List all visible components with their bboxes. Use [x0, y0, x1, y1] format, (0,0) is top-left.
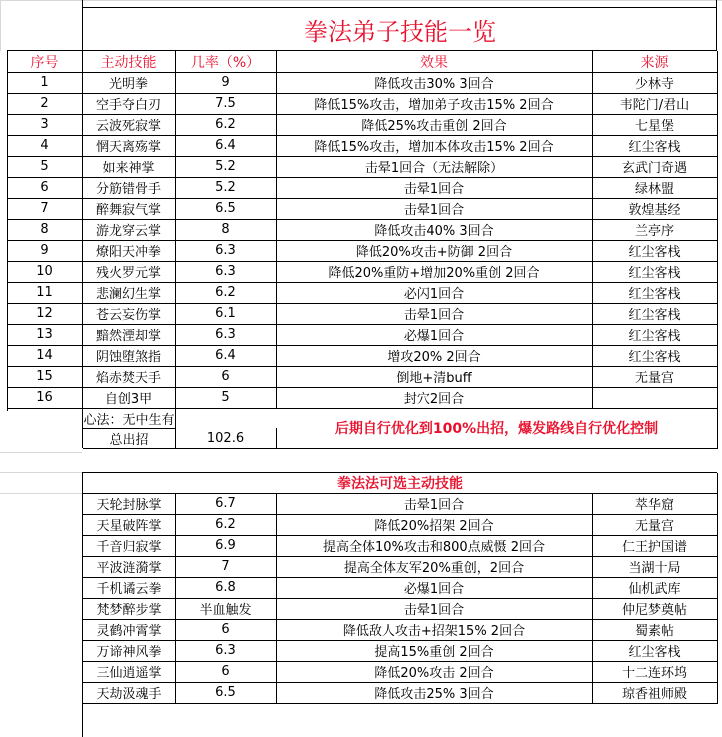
table-cell[interactable]: 必闪1回合 [276, 282, 593, 304]
column-header[interactable]: 主动技能 [82, 51, 176, 73]
table-cell[interactable]: 4 [7, 135, 83, 157]
table-cell[interactable]: 残火罗元掌 [82, 261, 176, 283]
table-cell[interactable]: 6.5 [175, 198, 277, 220]
table-cell[interactable]: 红尘客栈 [592, 135, 718, 157]
table-cell[interactable]: 降低15%攻击，增加弟子攻击15% 2回合 [276, 93, 593, 115]
table-cell[interactable]: 自创3甲 [82, 387, 176, 409]
table-cell[interactable]: 红尘客栈 [592, 640, 718, 662]
table-cell[interactable]: 15 [7, 366, 83, 388]
page-title[interactable]: 拳法弟子技能一览 [304, 18, 496, 46]
table-cell[interactable]: 蜀素帖 [592, 619, 718, 641]
table-cell[interactable]: 7 [175, 556, 277, 578]
table-cell[interactable]: 悲澜幻生掌 [82, 282, 176, 304]
table-cell[interactable]: 降低攻击30% 3回合 [276, 72, 593, 94]
table-cell[interactable]: 兰亭序 [592, 219, 718, 241]
table-cell[interactable]: 6.2 [175, 282, 277, 304]
gridline [0, 472, 82, 473]
table-cell[interactable]: 黯然湮却掌 [82, 324, 176, 346]
table-cell[interactable]: 6.4 [175, 135, 277, 157]
table-cell[interactable]: 封穴2回合 [276, 387, 593, 409]
table-cell[interactable]: 必爆1回合 [276, 577, 593, 599]
table-cell[interactable]: 萃华窟 [592, 493, 718, 515]
table-cell[interactable]: 6.5 [175, 682, 277, 704]
table-cell[interactable]: 平波涟漪掌 [83, 556, 176, 578]
gridline [0, 0, 722, 1]
table-cell[interactable]: 红尘客栈 [592, 345, 718, 367]
table-cell[interactable]: 9 [175, 72, 277, 94]
table-cell[interactable]: 少林寺 [592, 72, 718, 94]
table-cell[interactable]: 击晕1回合 [276, 198, 593, 220]
table-cell[interactable]: 击晕1回合（无法解除） [276, 156, 593, 178]
table-cell[interactable]: 三仙逍遥掌 [83, 661, 176, 683]
table-cell[interactable]: 空手夺白刃 [82, 93, 176, 115]
table-cell[interactable]: 红尘客栈 [592, 261, 718, 283]
table-cell[interactable]: 6.8 [175, 577, 277, 599]
table-cell[interactable]: 必爆1回合 [276, 324, 593, 346]
column-header[interactable]: 效果 [276, 51, 593, 73]
table-cell[interactable]: 7 [7, 198, 83, 220]
table-cell[interactable]: 七星堡 [592, 114, 718, 136]
table-cell[interactable]: 6.1 [175, 303, 277, 325]
table-cell[interactable]: 醉舞寂气掌 [82, 198, 176, 220]
table-cell[interactable]: 6.3 [175, 324, 277, 346]
table-cell[interactable]: 8 [7, 219, 83, 241]
table-cell[interactable]: 9 [7, 240, 83, 262]
table-cell[interactable]: 5 [7, 156, 83, 178]
table-cell[interactable]: 半血触发 [175, 598, 277, 620]
gridline [0, 0, 1, 51]
table-cell[interactable]: 仲尼梦奠帖 [592, 598, 718, 620]
table-cell[interactable]: 12 [7, 303, 83, 325]
table-cell[interactable]: 7.5 [175, 93, 277, 115]
table-cell[interactable]: 6 [7, 177, 83, 199]
table-cell[interactable]: 红尘客栈 [592, 240, 718, 262]
xinfa-label[interactable]: 心法：无中生有 [83, 408, 176, 429]
table-cell[interactable]: 仁王护国谱 [592, 535, 718, 557]
table-cell[interactable]: 无量宫 [592, 366, 718, 388]
table-cell[interactable]: 韦陀门/君山 [592, 93, 718, 115]
gridline [0, 452, 82, 453]
table-cell[interactable]: 16 [7, 387, 83, 409]
table-cell[interactable]: 6.7 [175, 493, 277, 515]
table-cell[interactable]: 降低20%攻击 2回合 [276, 661, 593, 683]
table-cell[interactable]: 降低敌人攻击+招架15% 2回合 [276, 619, 593, 641]
table-cell[interactable]: 5.2 [175, 156, 277, 178]
table-cell[interactable]: 降低20%攻击+防御 2回合 [276, 240, 593, 262]
table-cell[interactable]: 无量宫 [592, 514, 718, 536]
table-cell[interactable]: 如来神掌 [82, 156, 176, 178]
table-cell[interactable]: 光明拳 [82, 72, 176, 94]
table-cell[interactable]: 6 [175, 619, 277, 641]
table-cell[interactable]: 1 [7, 72, 83, 94]
table-cell[interactable]: 焰赤焚天手 [82, 366, 176, 388]
table-cell[interactable]: 天劫汲魂手 [83, 682, 176, 704]
gridline [0, 493, 82, 494]
table-cell[interactable]: 击晕1回合 [276, 493, 593, 515]
column-header[interactable]: 来源 [592, 51, 718, 73]
table-cell[interactable]: 6 [175, 661, 277, 683]
table-cell[interactable]: 5 [175, 387, 277, 409]
table-cell[interactable]: 琼香祖师殿 [592, 682, 718, 704]
table-cell[interactable]: 万谛神风拳 [83, 640, 176, 662]
section2-title[interactable]: 拳法法可选主动技能 [83, 473, 718, 494]
table-cell[interactable]: 6 [175, 366, 277, 388]
table-cell[interactable]: 梵梦醉步掌 [83, 598, 176, 620]
table-cell[interactable]: 阴蚀堕煞指 [82, 345, 176, 367]
table-cell[interactable]: 提高15%重创 2回合 [276, 640, 593, 662]
table-cell[interactable]: 灵鹤冲霄掌 [83, 619, 176, 641]
column-header[interactable]: 序号 [7, 51, 83, 73]
table-cell[interactable]: 降低20%重防+增加20%重创 2回合 [276, 261, 593, 283]
table-cell[interactable]: 6.2 [175, 114, 277, 136]
table-cell[interactable]: 击晕1回合 [276, 598, 593, 620]
table-cell[interactable]: 10 [7, 261, 83, 283]
table-cell[interactable]: 游龙穿云掌 [82, 219, 176, 241]
table-cell[interactable]: 天星破阵掌 [83, 514, 176, 536]
summary-note[interactable]: 后期自行优化到100%出招，爆发路线自行优化控制 [276, 408, 718, 449]
table-cell[interactable]: 6.4 [175, 345, 277, 367]
table-cell[interactable]: 降低攻击25% 3回合 [276, 682, 593, 704]
table-cell[interactable]: 敦煌基经 [592, 198, 718, 220]
table-cell[interactable]: 天轮封脉掌 [83, 493, 176, 515]
table-cell[interactable]: 云波死寂掌 [82, 114, 176, 136]
table-cell[interactable]: 击晕1回合 [276, 177, 593, 199]
table-cell[interactable]: 降低攻击40% 3回合 [276, 219, 593, 241]
table-cell[interactable] [592, 387, 718, 409]
table-cell[interactable]: 倒地+清buff [276, 366, 593, 388]
table-cell[interactable]: 降低20%招架 2回合 [276, 514, 593, 536]
table-cell[interactable]: 燎阳天冲拳 [82, 240, 176, 262]
table-cell[interactable]: 千音归寂掌 [83, 535, 176, 557]
table-cell[interactable]: 提高全体友军20%重创，2回合 [276, 556, 593, 578]
table-cell[interactable]: 降低15%攻击，增加本体攻击15% 2回合 [276, 135, 593, 157]
table-cell[interactable]: 14 [7, 345, 83, 367]
table-cell[interactable]: 11 [7, 282, 83, 304]
table-cell[interactable]: 红尘客栈 [592, 324, 718, 346]
table-cell[interactable]: 6.3 [175, 261, 277, 283]
table-cell[interactable]: 苍云妄伤掌 [82, 303, 176, 325]
table-cell[interactable]: 击晕1回合 [276, 303, 593, 325]
table-cell[interactable]: 红尘客栈 [592, 303, 718, 325]
table-cell[interactable]: 2 [7, 93, 83, 115]
table-cell[interactable]: 8 [175, 219, 277, 241]
table-cell[interactable]: 6.3 [175, 640, 277, 662]
table-cell[interactable]: 提高全体10%攻击和800点威慑 2回合 [276, 535, 593, 557]
table-cell[interactable]: 当湖十局 [592, 556, 718, 578]
table-cell[interactable]: 6.2 [175, 514, 277, 536]
table-cell[interactable]: 千机谲云拳 [83, 577, 176, 599]
table-cell[interactable]: 3 [7, 114, 83, 136]
table-cell[interactable]: 5.2 [175, 177, 277, 199]
table-cell[interactable]: 6.9 [175, 535, 277, 557]
table-cell[interactable]: 红尘客栈 [592, 282, 718, 304]
table-cell[interactable]: 玄武门奇遇 [592, 156, 718, 178]
total-label[interactable]: 总出招 [83, 428, 176, 449]
table-cell[interactable]: 惘天离殇掌 [82, 135, 176, 157]
table-cell[interactable]: 十二连环坞 [592, 661, 718, 683]
table-cell[interactable]: 绿林盟 [592, 177, 718, 199]
table-cell[interactable]: 13 [7, 324, 83, 346]
table-cell[interactable]: 仙机武库 [592, 577, 718, 599]
table-cell[interactable]: 分筋错骨手 [82, 177, 176, 199]
table-cell[interactable]: 增攻20% 2回合 [276, 345, 593, 367]
column-header[interactable]: 几率（%） [175, 51, 277, 73]
table-cell[interactable]: 降低25%攻击重创 2回合 [276, 114, 593, 136]
total-value[interactable]: 102.6 [175, 428, 277, 449]
table-cell[interactable]: 6.3 [175, 240, 277, 262]
